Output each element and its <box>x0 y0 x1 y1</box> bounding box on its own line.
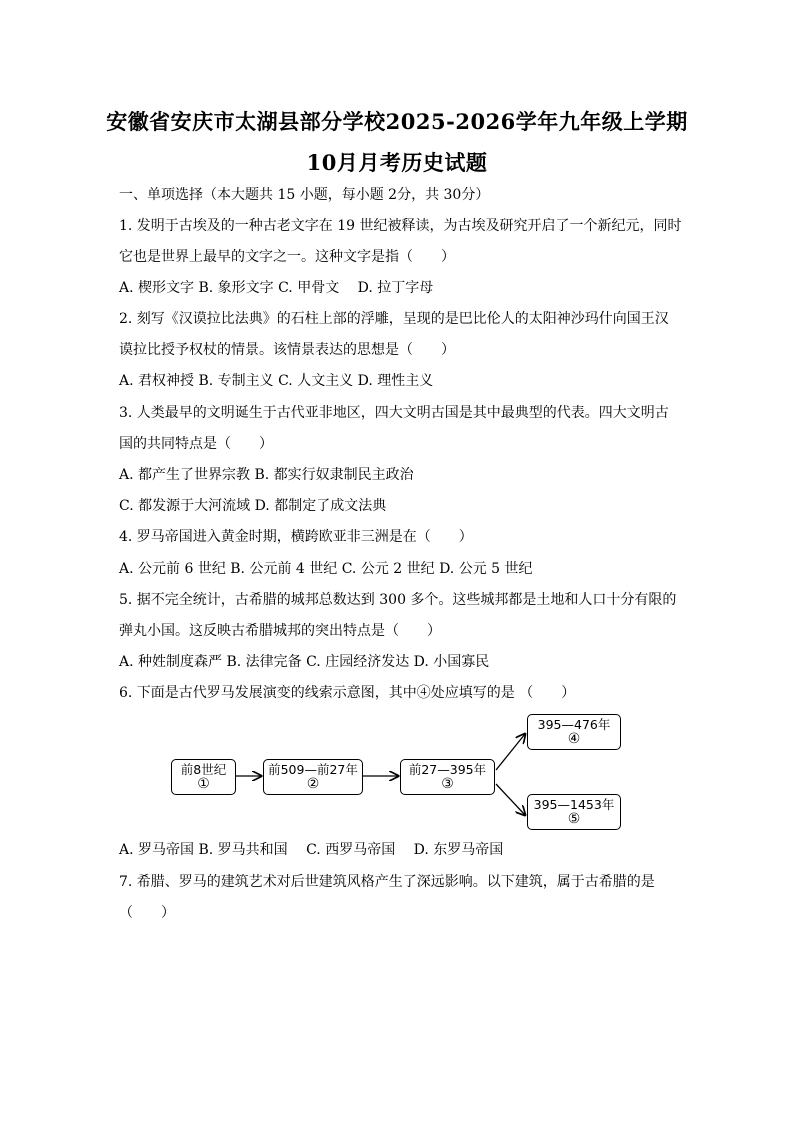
rome-timeline-diagram <box>170 712 625 834</box>
question-4-options: A. 公元前 6 世纪 B. 公元前 4 世纪 C. 公元 2 世纪 D. 公元 5 世纪 <box>119 561 533 577</box>
timeline-box-1-marker: ① <box>197 776 210 792</box>
timeline-box-3-marker: ③ <box>441 776 454 792</box>
timeline-box-5 <box>527 794 621 830</box>
question-3-text-line-2: 国的共同特点是（ ） <box>119 436 273 452</box>
timeline-box-2 <box>263 759 363 795</box>
question-6-text-line-1: 6. 下面是古代罗马发展演变的线索示意图，其中④处应填写的是 （ ） <box>119 685 576 701</box>
question-5-text-line-2: 弹丸小国。这反映古希腊城邦的突出特点是（ ） <box>119 623 441 639</box>
question-2-options: A. 君权神授 B. 专制主义 C. 人文主义 D. 理性主义 <box>119 373 434 389</box>
arrow-3-to-4 <box>496 734 525 770</box>
timeline-box-4-marker: ④ <box>567 731 581 747</box>
timeline-box-5-marker: ⑤ <box>567 811 581 827</box>
timeline-box-2-period: 前509—前27年 <box>268 762 358 777</box>
question-6-options: A. 罗马帝国 B. 罗马共和国 C. 西罗马帝国 D. 东罗马帝国 <box>119 842 504 858</box>
question-5-text-line-1: 5. 据不完全统计，古希腊的城邦总数达到 300 多个。这些城邦都是土地和人口十分有限的 <box>119 592 677 608</box>
question-3-options-line-1: A. 都产生了世界宗教 B. 都实行奴隶制民主政治 <box>119 467 414 483</box>
question-3-text-line-1: 3. 人类最早的文明诞生于古代亚非地区，四大文明古国是其中最典型的代表。四大文明古 <box>119 405 669 421</box>
exam-title-line-2: 10月月考历史试题 <box>306 150 488 175</box>
question-5-options: A. 种姓制度森严 B. 法律完备 C. 庄园经济发达 D. 小国寡民 <box>119 654 490 670</box>
timeline-box-1-period: 前8世纪 <box>180 762 227 777</box>
arrow-3-to-5 <box>496 784 525 815</box>
question-7-text-line-2: （ ） <box>119 905 175 921</box>
timeline-box-1 <box>171 759 236 795</box>
question-1-text-line-1: 1. 发明于古埃及的一种古老文字在 19 世纪被释读，为古埃及研究开启了一个新纪元，同时 <box>119 218 682 234</box>
timeline-box-3 <box>400 759 495 795</box>
timeline-box-4-period: 395—476年 <box>537 717 611 732</box>
question-2-text-line-1: 2. 刻写《汉谟拉比法典》的石柱上部的浮雕，呈现的是巴比伦人的太阳神沙玛什向国王汉 <box>119 311 669 327</box>
section-heading: 一、单项选择（本大题共 15 小题，每小题 2分，共 30分） <box>119 187 490 203</box>
question-7-text-line-1: 7. 希腊、罗马的建筑艺术对后世建筑风格产生了深远影响。以下建筑，属于古希腊的是 <box>119 874 655 890</box>
timeline-box-4 <box>527 714 621 750</box>
question-4-text-line-1: 4. 罗马帝国进入黄金时期，横跨欧亚非三洲是在（ ） <box>119 529 473 545</box>
timeline-box-3-period: 前27—395年 <box>408 762 487 777</box>
timeline-box-2-marker: ② <box>306 776 320 792</box>
question-3-options-line-2: C. 都发源于大河流域 D. 都制定了成文法典 <box>119 498 387 514</box>
exam-title-line-1: 安徽省安庆市太湖县部分学校2025-2026学年九年级上学期 <box>106 109 688 134</box>
question-2-text-line-2: 谟拉比授予权杖的情景。该情景表达的思想是（ ） <box>119 342 455 358</box>
question-1-text-line-2: 它也是世界上最早的文字之一。这种文字是指（ ） <box>119 249 455 265</box>
timeline-box-5-period: 395—1453年 <box>533 797 615 812</box>
question-1-options: A. 楔形文字 B. 象形文字 C. 甲骨文 D. 拉丁字母 <box>119 280 434 296</box>
